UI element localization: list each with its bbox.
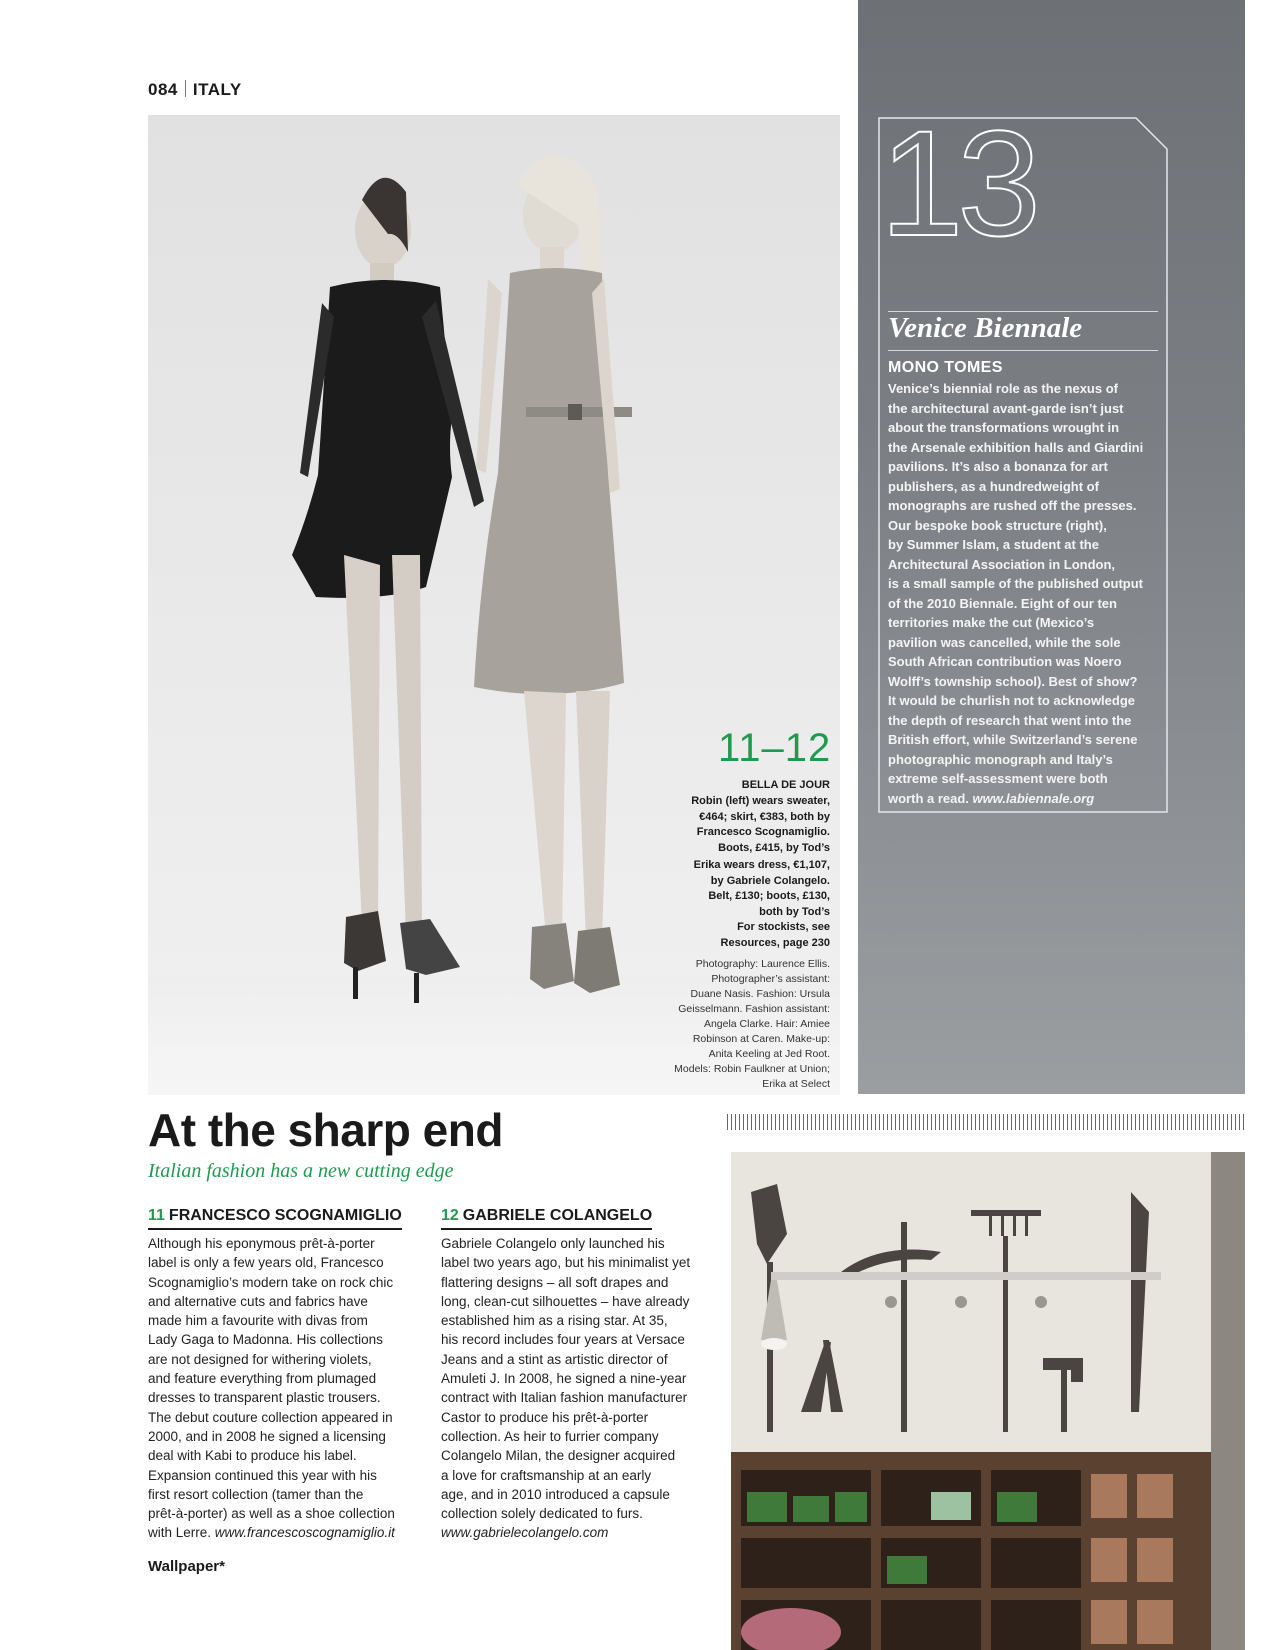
body-line: deal with Kabi to produce his label. xyxy=(148,1448,357,1464)
body-line: label two years ago, but his minimalist yet xyxy=(441,1255,691,1271)
credit-line: Boots, £415, by Tod’s xyxy=(718,841,830,854)
body-line: pavilions. It’s also a bonanza for art xyxy=(888,459,1108,474)
body-line: prêt-à-porter) as well as a shoe collection xyxy=(148,1506,395,1522)
body-line: Gabriele Colangelo only launched his xyxy=(441,1236,665,1251)
folio-divider xyxy=(185,80,186,97)
body-line: Venice’s biennial role as the nexus of xyxy=(888,381,1118,396)
body-line: Wolff’s township school). Best of show? xyxy=(888,673,1138,689)
credit-line: Erika wears dress, €1,107, xyxy=(693,859,830,871)
designer-name: GABRIELE COLANGELO xyxy=(462,1207,653,1224)
photo-credit-line: Anita Keeling at Jed Root. xyxy=(708,1048,830,1060)
article-headline: At the sharp end xyxy=(148,1104,503,1156)
body-line: a love for craftsmanship at an early xyxy=(441,1467,652,1483)
body-line: It would be churlish not to acknowledge xyxy=(888,693,1136,708)
fashion-title: BELLA DE JOUR xyxy=(741,779,830,791)
body-line: about the transformations wrought in xyxy=(888,420,1120,435)
photo-credit-line: Robinson at Caren. Make-up: xyxy=(692,1033,830,1045)
credit-line: by Gabriele Colangelo. xyxy=(710,874,830,887)
body-line: territories make the cut (Mexico’s xyxy=(888,615,1095,630)
body-line: monographs are rushed off the presses. xyxy=(888,498,1137,513)
right-model xyxy=(474,155,632,993)
section-name: ITALY xyxy=(192,80,242,99)
credit-line: Belt, £130; boots, £130, xyxy=(708,890,830,902)
title-rule-bottom xyxy=(888,350,1158,351)
biennale-link[interactable]: www.labiennale.org xyxy=(972,790,1095,806)
credit-block-2 xyxy=(630,858,830,920)
sidebar-body xyxy=(888,379,1173,808)
body-line: collection solely dedicated to furs. xyxy=(441,1506,643,1522)
photo-credit-line: Erika at Select xyxy=(762,1078,830,1090)
designer-name: FRANCESCO SCOGNAMIGLIO xyxy=(168,1207,402,1224)
body-line: pavilion was cancelled, while the sole xyxy=(888,634,1121,650)
photo-credit-line: Photography: Laurence Ellis. xyxy=(695,958,830,970)
credit-line: For stockists, see xyxy=(737,921,830,933)
brand-logo: Wallpaper* xyxy=(148,1558,225,1575)
body-line: Expansion continued this year with his xyxy=(148,1467,377,1483)
body-line: are not designed for withering violets, xyxy=(148,1351,372,1367)
body-line: Lady Gaga to Madonna. His collections xyxy=(148,1332,383,1348)
body-line: Amuleti J. In 2008, he signed a nine-year xyxy=(441,1371,687,1387)
body-line: is a small sample of the published output xyxy=(888,576,1143,591)
column-body-11 xyxy=(148,1234,395,1543)
body-line: established him as a rising star. At 35, xyxy=(441,1313,668,1329)
body-line: and alternative cuts and fabrics have xyxy=(148,1293,368,1309)
body-line: of the 2010 Biennale. Eight of our ten xyxy=(888,595,1117,611)
body-line: contract with Italian fashion manufacturer xyxy=(441,1390,688,1406)
body-last-line xyxy=(888,789,1173,809)
credit-line: both by Tod’s xyxy=(759,905,830,918)
body-line: South African contribution was Noero xyxy=(888,654,1122,669)
body-line: the Arsenale exhibition halls and Giardini xyxy=(888,439,1144,455)
photo-credit-line: Angela Clarke. Hair: Amiee xyxy=(703,1018,830,1030)
body-line: 2000, and in 2008 he signed a licensing xyxy=(148,1428,386,1444)
folio xyxy=(148,80,242,100)
designer-link[interactable]: www.francescoscognamiglio.it xyxy=(214,1525,395,1541)
body-line: Our bespoke book structure (right), xyxy=(888,517,1107,533)
column-heading-12 xyxy=(441,1207,652,1230)
body-line: Castor to produce his prêt-à-porter xyxy=(441,1409,649,1425)
body-line: Jeans and a stint as artistic director of xyxy=(441,1351,668,1367)
credit-line: €464; skirt, €383, both by xyxy=(699,810,830,823)
credit-block-3 xyxy=(630,920,830,951)
body-line: and feature everything from plumaged xyxy=(148,1371,377,1387)
body-line: by Summer Islam, a student at the xyxy=(888,537,1099,552)
body-line: photographic monograph and Italy’s xyxy=(888,751,1113,767)
sidebar-heading: MONO TOMES xyxy=(888,359,1003,376)
credit-line: Robin (left) wears sweater, xyxy=(691,795,830,807)
barcode-strip xyxy=(727,1114,1245,1130)
body-line: Colangelo Milan, the designer acquired xyxy=(441,1448,676,1464)
credit-line: Resources, page 230 xyxy=(720,936,830,949)
body-line: Scognamiglio’s modern take on rock chic xyxy=(148,1274,394,1290)
body-line: extreme self-assessment were both xyxy=(888,771,1108,786)
body-line: his record includes four years at Versace xyxy=(441,1332,685,1348)
photo-credit-line: Photographer’s assistant: xyxy=(711,973,830,985)
body-line: British effort, while Switzerland’s serene xyxy=(888,732,1138,747)
body-line: the architectural avant-garde isn’t just xyxy=(888,400,1124,416)
body-line: The debut couture collection appeared in xyxy=(148,1409,393,1425)
left-model xyxy=(292,178,484,1003)
venice-panel xyxy=(858,0,1245,1094)
body-line: publishers, as a hundredweight of xyxy=(888,478,1099,494)
photo-credit-line: Models: Robin Faulkner at Union; xyxy=(674,1063,830,1075)
column-body-12 xyxy=(441,1234,690,1543)
body-line: label is only a few years old, Francesco xyxy=(148,1255,384,1271)
sidebar-title: Venice Biennale xyxy=(888,312,1083,344)
body-last-line xyxy=(148,1523,395,1542)
column-heading-11 xyxy=(148,1207,402,1230)
body-line: Although his eponymous prêt-à-porter xyxy=(148,1236,375,1251)
body-line: age, and in 2010 introduced a capsule xyxy=(441,1486,670,1502)
body-line: collection. As heir to furrier company xyxy=(441,1428,659,1444)
credit-block-1 xyxy=(630,794,830,856)
body-line: made him a favourite with divas from xyxy=(148,1313,368,1329)
body-line: long, clean-cut silhouettes – have already xyxy=(441,1293,690,1309)
body-line: first resort collection (tamer than the xyxy=(148,1486,364,1502)
body-line: flattering designs – all soft drapes and xyxy=(441,1274,669,1290)
page-number: 084 xyxy=(148,80,178,99)
body-line: Architectural Association in London, xyxy=(888,556,1116,572)
fashion-number: 11–12 xyxy=(718,726,832,770)
photo-credits xyxy=(640,957,830,1092)
photo-credit-line: Duane Nasis. Fashion: Ursula xyxy=(690,988,830,1000)
body-line: dresses to transparent plastic trousers. xyxy=(148,1390,381,1406)
photo-credit-line: Geisselmann. Fashion assistant: xyxy=(678,1003,830,1015)
body-line-text: with Lerre. xyxy=(148,1525,212,1541)
body-line-text: worth a read. xyxy=(888,790,969,806)
shop-illustration xyxy=(731,1152,1245,1650)
article-subhead: Italian fashion has a new cutting edge xyxy=(148,1160,454,1182)
column-number: 12 xyxy=(441,1207,459,1224)
designer-link[interactable]: www.gabrielecolangelo.com xyxy=(441,1525,609,1541)
column-number: 11 xyxy=(148,1207,165,1224)
body-line: the depth of research that went into the xyxy=(888,712,1132,728)
shop-photo xyxy=(731,1152,1245,1650)
sidebar-number: 13 xyxy=(880,99,1035,267)
credit-line: Francesco Scognamiglio. xyxy=(696,826,830,838)
